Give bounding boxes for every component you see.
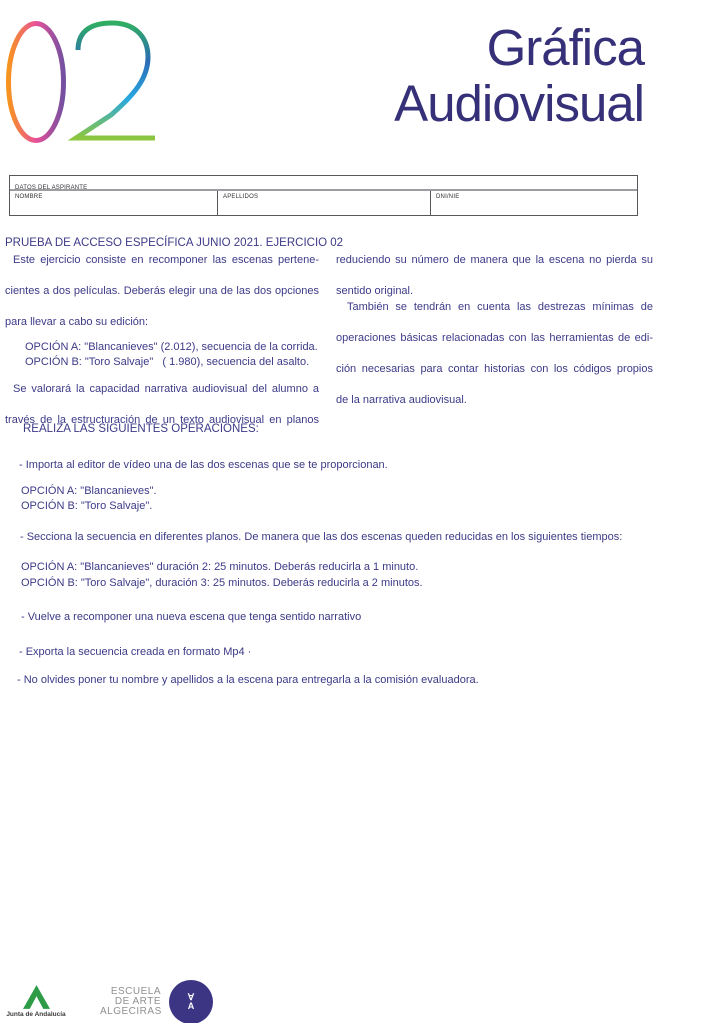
operation-item: OPCIÓN A: "Blancanieves" duración 2: 25 minutos. Deberás reducirla a 1 minuto.	[21, 561, 419, 573]
intro-line: sentido original.	[336, 285, 414, 297]
surname-field[interactable]	[218, 191, 431, 215]
school-name-line2: DE ARTE	[114, 996, 161, 1007]
name-field[interactable]	[10, 191, 218, 215]
junta-de-andalucia-label: Junta de Andalucía	[6, 1011, 66, 1018]
film-options	[5, 340, 319, 371]
intro-line: de la narrativa audiovisual.	[336, 393, 467, 406]
operation-item: - Secciona la secuencia en diferentes planos. De manera que las dos escenas queden reducidas en los siguientes tiempos:	[20, 531, 623, 543]
school-name-line1: ESCUELA	[110, 986, 161, 997]
intro-line: También se tendrán en cuenta las destrezas mínimas de	[347, 300, 653, 313]
page-title-line1: Gráfica	[486, 19, 644, 76]
operation-item: OPCIÓN B: "Toro Salvaje".	[21, 500, 153, 512]
junta-de-andalucia-logo	[23, 985, 50, 1009]
applicant-data-header	[10, 176, 637, 191]
intro-right-column	[336, 253, 653, 408]
intro-line: operaciones básicas relacionadas con las herramientas de edi-	[336, 331, 653, 344]
intro-line: Se valorará la capacidad narrativa audiovisual del alumno a	[13, 382, 319, 395]
digit-two	[76, 23, 155, 138]
school-name	[100, 987, 161, 1017]
operation-item: - No olvides poner tu nombre y apellidos a la escena para entregarla a la comisión evaluadora.	[17, 674, 479, 686]
operation-item: - Exporta la secuencia creada en formato Mp4 ·	[19, 646, 252, 658]
intro-left-column	[5, 253, 319, 444]
monogram-a: A	[187, 1001, 195, 1011]
option-b-line: OPCIÓN B: "Toro Salvaje" ( 1.980), secuencia del asalto.	[25, 356, 310, 368]
operations-heading: REALIZA LAS SIGUIENTES OPERACIONES:	[23, 423, 259, 435]
applicant-data-table	[9, 175, 638, 216]
page-title-line2: Audiovisual	[394, 75, 644, 132]
junta-de-andalucia-block	[3, 985, 69, 1018]
operation-item: OPCIÓN B: "Toro Salvaje", duración 3: 25 minutos. Deberás reducirla a 2 minutos.	[21, 577, 423, 589]
dni-field[interactable]	[431, 191, 637, 215]
operations-section	[0, 422, 713, 688]
intro-line: reduciendo su número de manera que la escena no pierda su	[336, 254, 653, 266]
applicant-data-row	[10, 191, 637, 215]
monogram-inverted-a: ∀	[187, 992, 195, 1002]
operation-item: OPCIÓN A: "Blancanieves".	[21, 485, 157, 497]
applicant-data-label: DATOS DEL ASPIRANTE	[15, 185, 88, 191]
intro-line: cientes a dos películas. Deberás elegir una de las dos opciones	[5, 285, 319, 297]
intro-line: para llevar a cabo su edición:	[5, 316, 149, 328]
intro-line: través de la estructuración de un texto audiovisual en planos	[5, 413, 319, 426]
page-title	[394, 20, 644, 132]
exercise-heading: PRUEBA DE ACCESO ESPECÍFICA JUNIO 2021. EJERCICIO 02	[5, 237, 344, 249]
operations-list	[0, 458, 713, 688]
school-name-line3: ALGECIRAS	[100, 1006, 162, 1017]
operation-item: - Importa al editor de vídeo una de las dos escenas que se te proporcionan.	[19, 459, 388, 471]
operation-item: - Vuelve a recomponer una nueva escena que tenga sentido narrativo	[21, 611, 362, 623]
digit-zero	[9, 24, 64, 141]
intro-line: ción necesarias para contar historias con los códigos propios	[336, 362, 653, 375]
option-a-line: OPCIÓN A: "Blancanieves" (2.012), secuencia de la corrida.	[25, 340, 318, 353]
school-monogram-logo	[169, 980, 213, 1023]
surname-label: APELLIDOS	[223, 194, 259, 200]
intro-section	[5, 236, 653, 426]
intro-line: Este ejercicio consiste en recomponer las escenas pertene-	[13, 254, 319, 266]
name-label: NOMBRE	[15, 194, 43, 200]
dni-label: DNI/NIE	[436, 194, 460, 200]
chapter-number-graphic	[5, 10, 165, 145]
